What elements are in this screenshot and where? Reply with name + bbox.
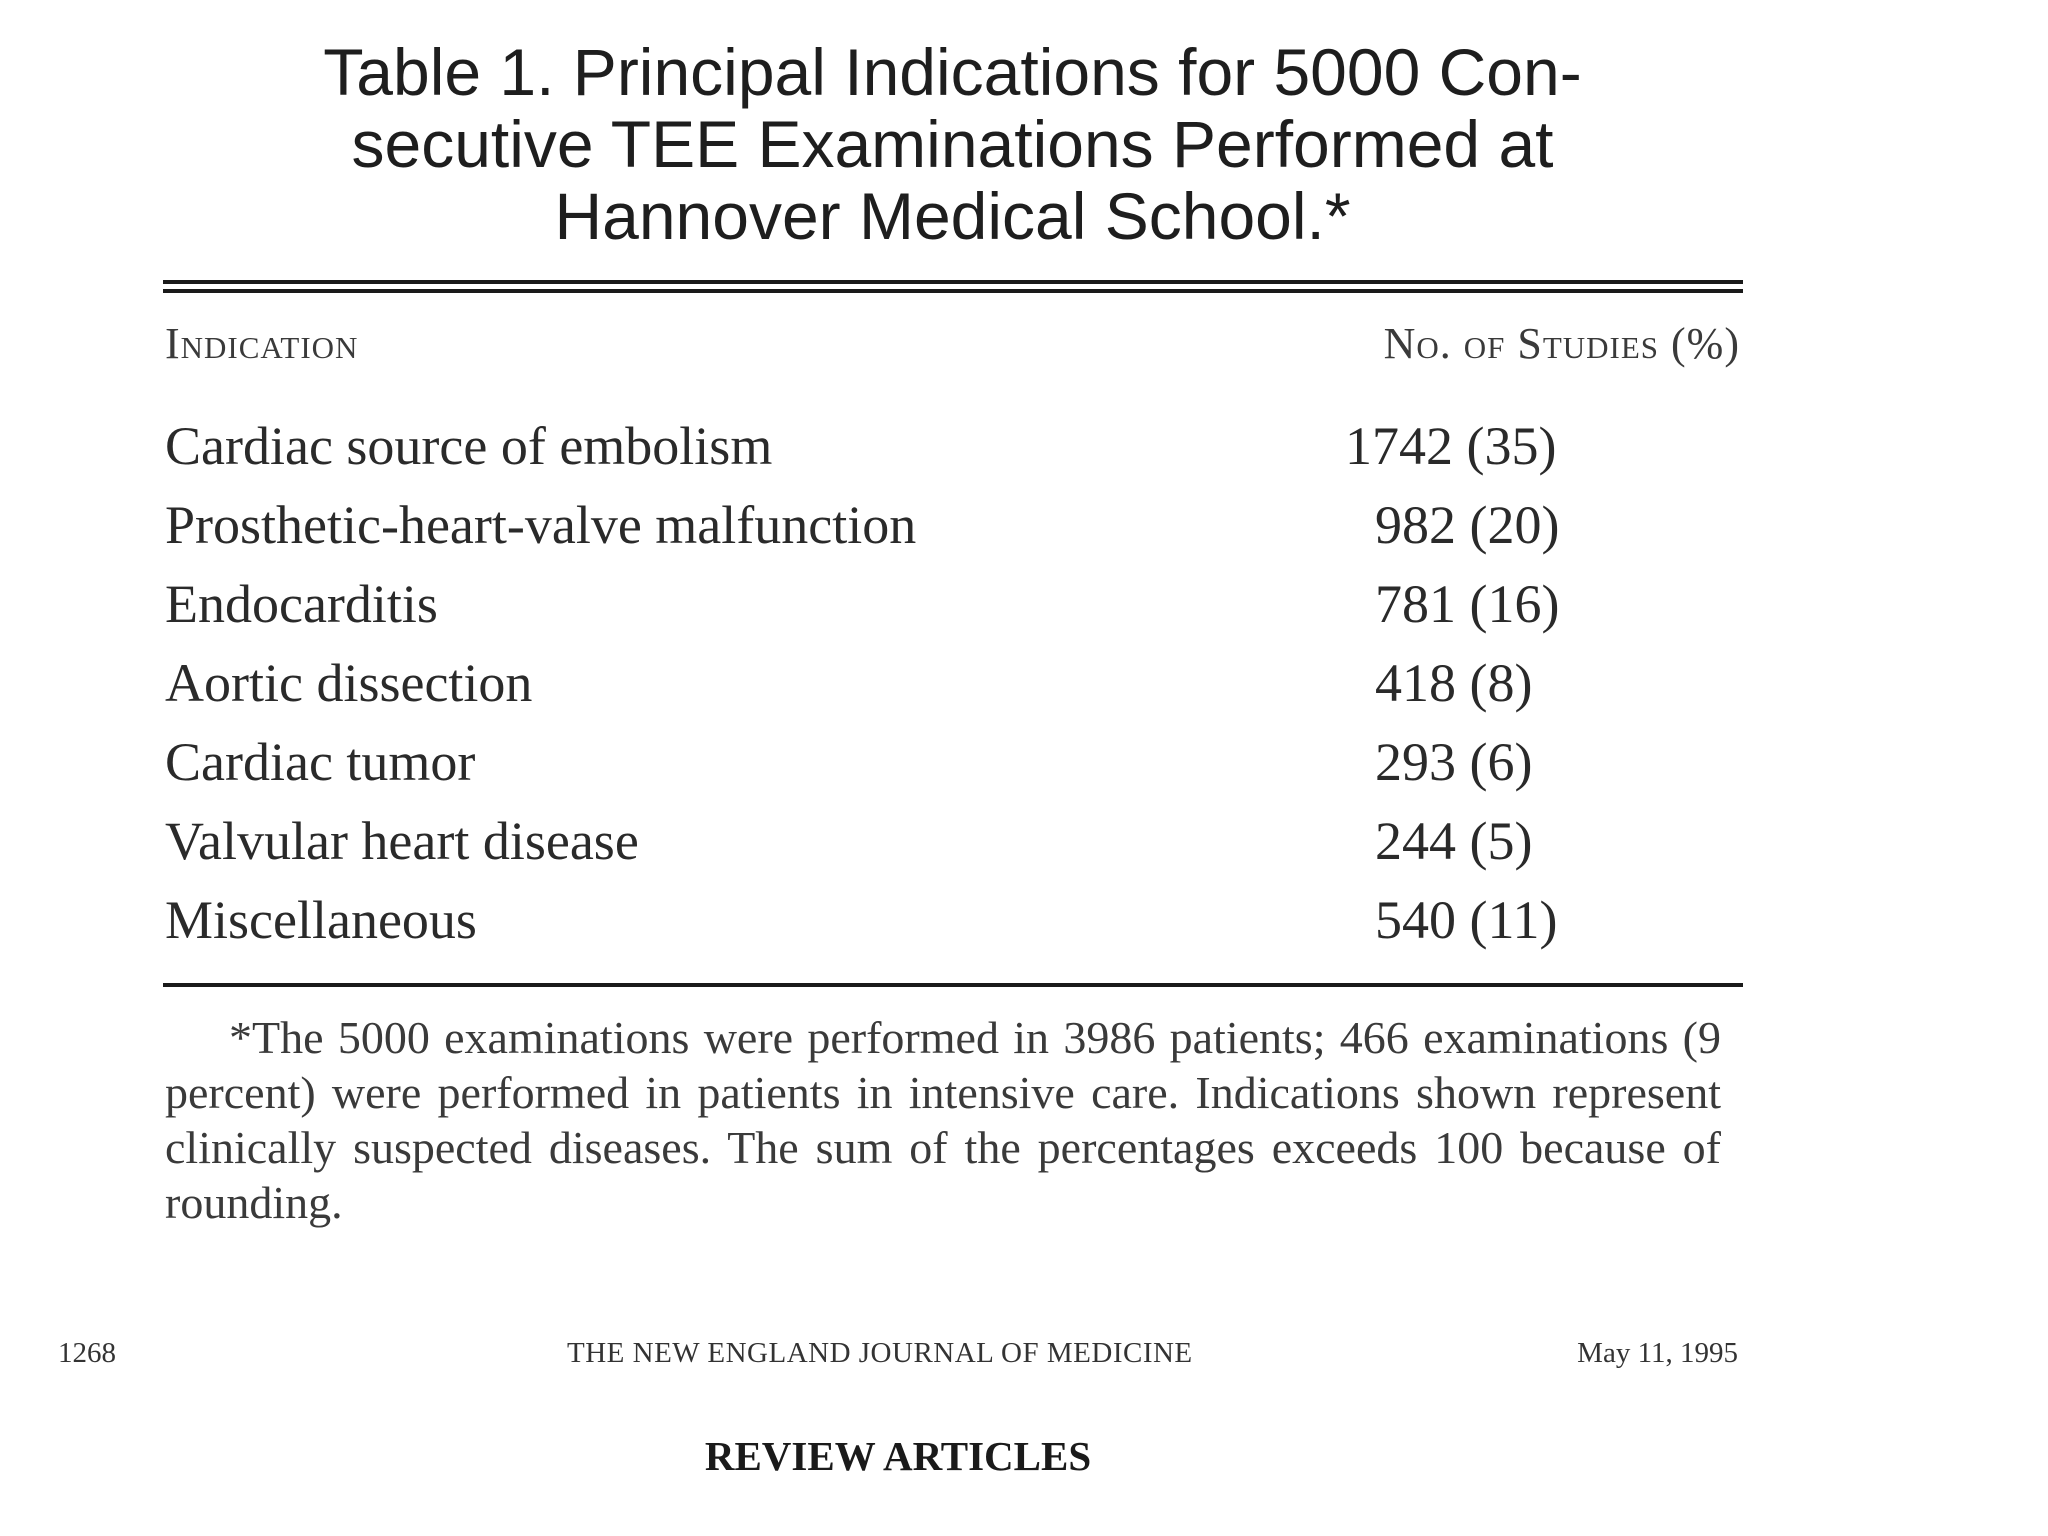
journal-name: THE NEW ENGLAND JOURNAL OF MEDICINE [567, 1337, 1193, 1369]
indication-cell: Aortic dissection [165, 653, 533, 713]
table-row [165, 731, 1745, 810]
studies-cell: 781 (16) [1375, 574, 1560, 634]
table-row [165, 573, 1745, 652]
indication-cell: Endocarditis [165, 574, 438, 634]
table-body [165, 415, 1745, 968]
indication-cell: Miscellaneous [165, 890, 477, 950]
indication-cell: Cardiac tumor [165, 732, 476, 792]
table-top-rule [163, 280, 1743, 293]
indication-cell: Prosthetic-heart-valve malfunction [165, 495, 917, 555]
section-heading: REVIEW ARTICLES [704, 1433, 1092, 1479]
table-row [165, 494, 1745, 573]
table-title [165, 36, 1740, 252]
table-bottom-rule [163, 983, 1743, 987]
table-row [165, 889, 1745, 968]
table-footnote: *The 5000 examinations were performed in 3986 patients; 466 examinations (9 percent) were performed in patients in intensive care. Indications shown represent clinically suspected diseases. The sum of the percentages exceeds 100 because of rounding. [165, 1012, 1721, 1228]
studies-cell: 982 (20) [1375, 495, 1560, 555]
studies-cell: 418 (8) [1375, 653, 1533, 713]
studies-cell: 540 (11) [1375, 890, 1558, 950]
table-row [165, 652, 1745, 731]
column-header-studies: No. of Studies (%) [1383, 319, 1740, 368]
studies-cell: 1742 (35) [1345, 416, 1557, 476]
table-title-line: Hannover Medical School.* [554, 179, 1351, 253]
studies-cell: 293 (6) [1375, 732, 1533, 792]
table-title-line: secutive TEE Examinations Performed at [351, 107, 1554, 181]
column-header-indication: Indication [165, 319, 359, 368]
studies-cell: 244 (5) [1375, 811, 1533, 871]
table-row [165, 415, 1745, 494]
table-row [165, 810, 1745, 889]
indication-cell: Valvular heart disease [165, 811, 639, 871]
issue-date: May 11, 1995 [1577, 1337, 1738, 1369]
table-title-line: Table 1. Principal Indications for 5000 Con- [323, 35, 1582, 109]
page-number: 1268 [58, 1337, 116, 1369]
indication-cell: Cardiac source of embolism [165, 416, 773, 476]
